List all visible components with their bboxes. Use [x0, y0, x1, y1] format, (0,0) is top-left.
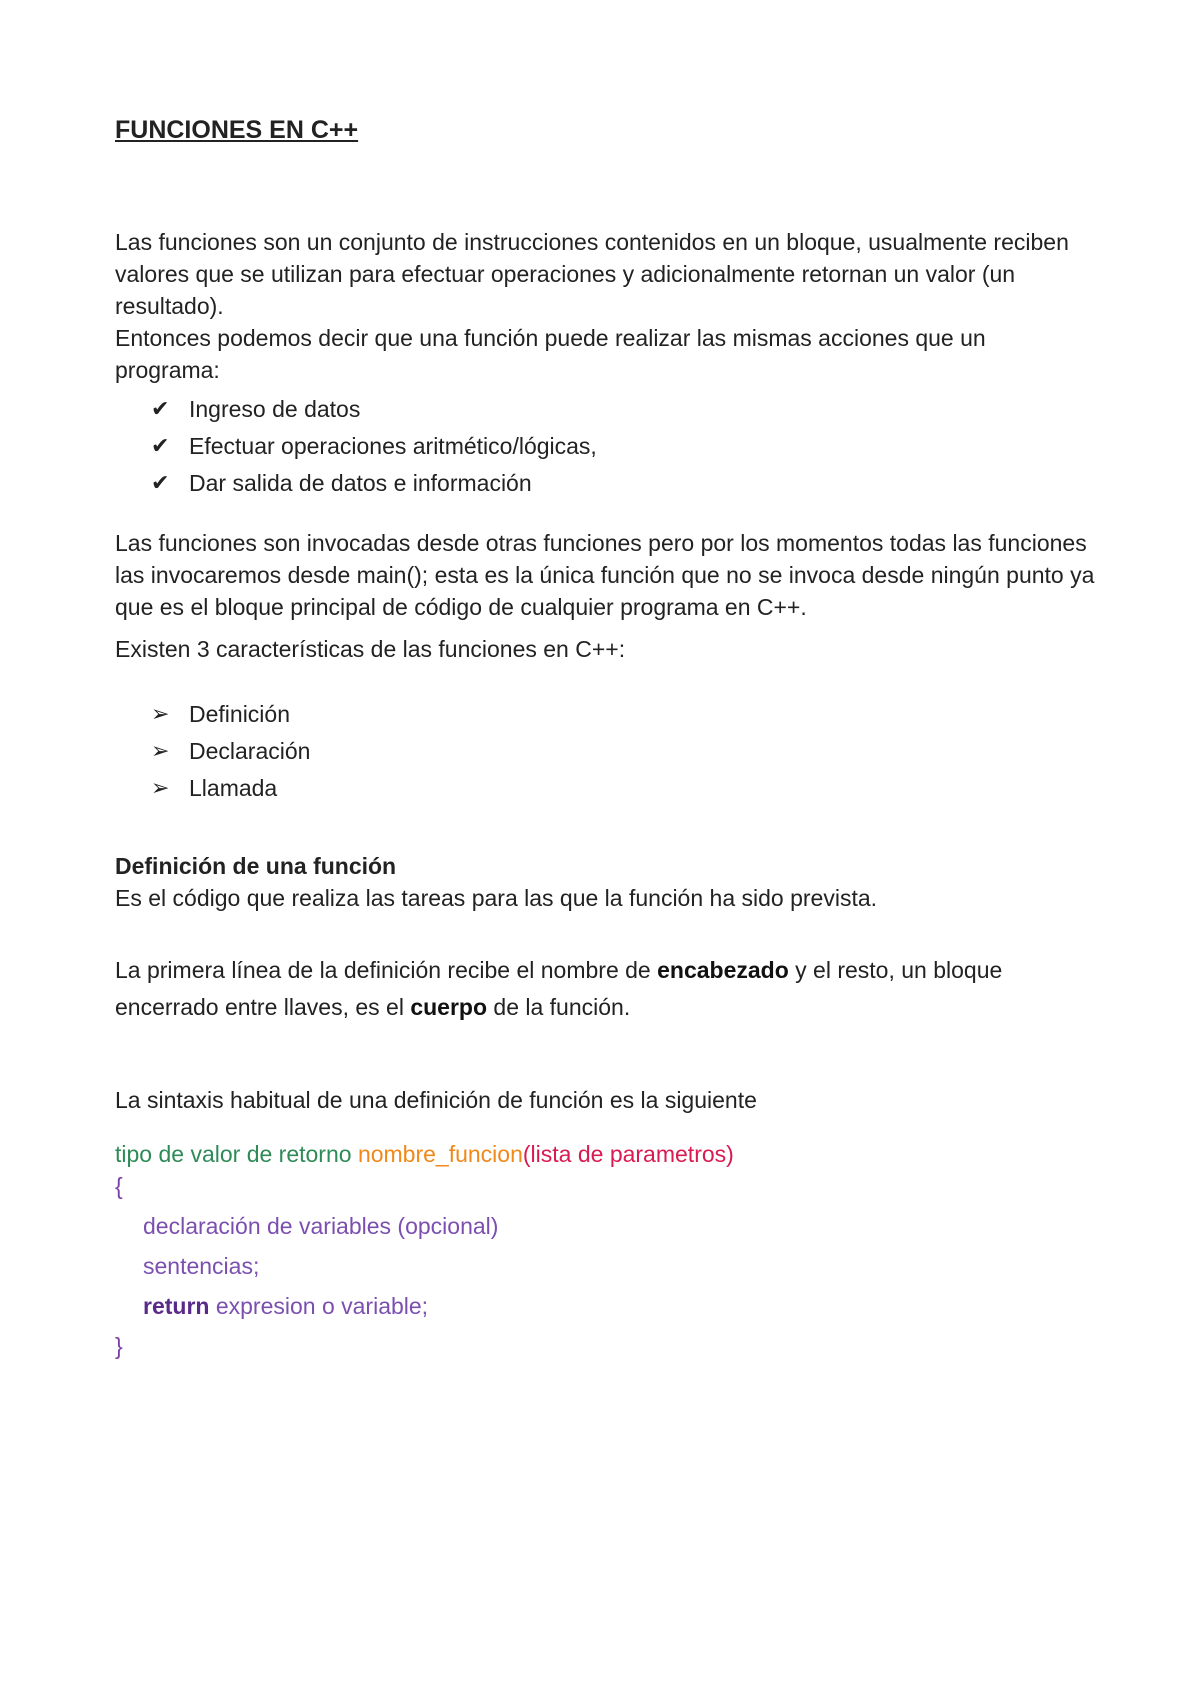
list-item — [115, 390, 1095, 427]
bold-term-encabezado: encabezado — [657, 957, 789, 983]
syntax-intro-paragraph: La sintaxis habitual de una definición de función es la siguiente — [115, 1087, 757, 1113]
check-icon: ✔ — [151, 469, 170, 495]
text-span: La primera línea de la definición recibe el nombre de — [115, 957, 658, 983]
definition-paragraph: Es el código que realiza las tareas para las que la función ha sido prevista. — [115, 885, 878, 911]
list-item-label: Efectuar operaciones aritmético/lógicas, — [189, 432, 597, 459]
code-keyword-return: return — [143, 1293, 210, 1319]
list-item-label: Ingreso de datos — [189, 395, 361, 422]
invocation-paragraph: Las funciones son invocadas desde otras funciones pero por los momentos todas las funciones las invocaremos desde main(); esta es la única función que no se invoca desde ningún punto ya que es el bloque principal de código de cualquier programa en C++. — [115, 530, 1095, 620]
code-open-brace: { — [115, 1173, 123, 1199]
text-span: de la función. — [487, 994, 631, 1020]
code-function-name: nombre_funcion — [357, 1141, 523, 1167]
arrow-list — [115, 695, 1095, 806]
intro-paragraph: Las funciones son un conjunto de instrucciones contenidos en un bloque, usualmente reciben valores que se utilizan para efectuar operaciones y adicionalmente retornan un valor (un resultado). — [115, 229, 1069, 319]
list-item — [115, 695, 1095, 732]
code-return-expression: expresion o variable; — [209, 1293, 429, 1319]
arrow-bullet-icon: ➢ — [151, 737, 170, 763]
list-item-label: Declaración — [189, 737, 311, 764]
arrow-bullet-icon: ➢ — [151, 774, 170, 800]
check-icon: ✔ — [151, 432, 170, 458]
code-close-brace: } — [115, 1333, 123, 1359]
checklist — [115, 390, 1095, 501]
list-item-label: Dar salida de datos e información — [189, 469, 532, 496]
header-body-paragraph — [115, 952, 1095, 1026]
code-line-statements: sentencias; — [143, 1253, 260, 1279]
list-item-label: Definición — [189, 700, 290, 727]
text-span: y el resto, un bloque encerrado entre llaves, es el — [115, 957, 1003, 1020]
code-line-declarations: declaración de variables (opcional) — [143, 1213, 499, 1239]
list-item — [115, 769, 1095, 806]
code-signature-line — [115, 1138, 1095, 1170]
list-item — [115, 427, 1095, 464]
programa-paragraph: Entonces podemos decir que una función puede realizar las mismas acciones que un programa: — [115, 325, 986, 383]
code-line-return — [115, 1290, 1095, 1322]
bold-term-cuerpo: cuerpo — [410, 994, 488, 1020]
syntax-code-block — [115, 1138, 1095, 1362]
document-title: FUNCIONES EN C++ — [115, 116, 359, 144]
section-heading: Definición de una función — [115, 853, 397, 879]
list-item-label: Llamada — [189, 774, 278, 801]
list-item — [115, 464, 1095, 501]
check-icon: ✔ — [151, 395, 170, 421]
code-params: (lista de parametros) — [522, 1141, 734, 1167]
list-item — [115, 732, 1095, 769]
document-content — [115, 112, 1095, 1362]
arrow-bullet-icon: ➢ — [151, 700, 170, 726]
code-return-type: tipo de valor de retorno — [115, 1141, 358, 1167]
characteristics-paragraph: Existen 3 características de las funciones en C++: — [115, 636, 626, 662]
